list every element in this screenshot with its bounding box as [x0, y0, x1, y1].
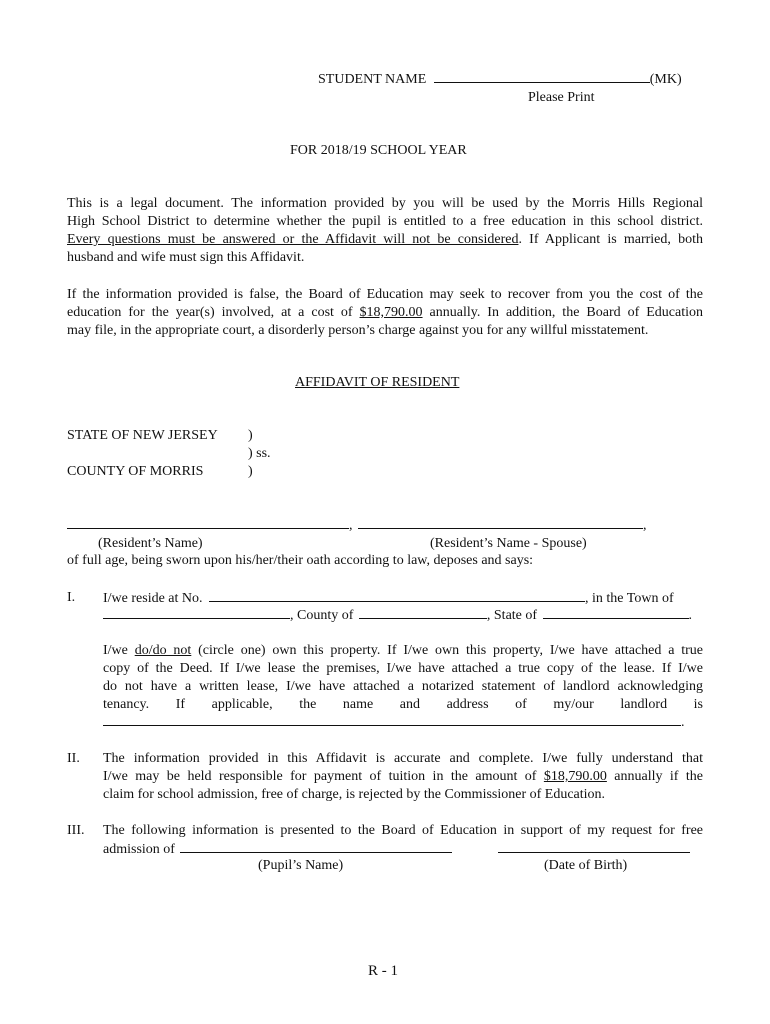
- school-year-heading: FOR 2018/19 SCHOOL YEAR: [290, 143, 467, 158]
- intro-p1-line1: This is a legal document. The information provided by you will be used by the Morris Hills Regional: [67, 196, 703, 211]
- pupil-name-caption: (Pupil’s Name): [258, 858, 344, 873]
- mandatory-answers-notice: Every questions must be answered or the Affidavit will not be considered: [67, 232, 519, 247]
- intro-p1-line3-rest: . If Applicant is married, both: [518, 232, 703, 247]
- venue-state: STATE OF NEW JERSEY: [67, 428, 218, 443]
- section-1-number: I.: [67, 590, 76, 605]
- section-3-number: III.: [67, 823, 85, 838]
- section-3-line-1: The following information is presented to the Board of Education in support of my request for free: [103, 823, 703, 838]
- venue-paren-1: ): [248, 428, 253, 443]
- venue-paren-3: ): [248, 464, 253, 479]
- section-2-paragraph: [103, 750, 703, 804]
- intro-p1-line4: husband and wife must sign this Affidavit.: [67, 250, 305, 265]
- ownership-line-4: tenancy. If applicable, the name and address of my/our landlord is: [103, 697, 703, 712]
- student-name-field[interactable]: [434, 70, 650, 83]
- county-field[interactable]: [359, 606, 487, 619]
- section-2-line-2-a: I/we may be held responsible for payment of tuition in the amount of: [103, 769, 544, 784]
- do-do-not-choice[interactable]: do/do not: [134, 643, 192, 658]
- oath-statement: of full age, being sworn upon his/her/their oath according to law, deposes and says:: [67, 553, 534, 568]
- landlord-line: [103, 713, 685, 732]
- page-number: R - 1: [368, 963, 398, 979]
- ownership-line-1-a: I/we: [103, 643, 135, 658]
- resident-names-line: [67, 516, 647, 535]
- intro-p1-line2: High School District to determine whether the pupil is entitled to a free education in this school district.: [67, 214, 703, 229]
- town-label: , in the Town of: [585, 591, 674, 606]
- intro-p2-line2: [67, 304, 703, 322]
- section-2-number: II.: [67, 751, 80, 766]
- landlord-period: .: [681, 715, 685, 730]
- dob-caption: (Date of Birth): [544, 858, 628, 873]
- section-1-ownership-paragraph: [103, 642, 703, 714]
- state-label: , State of: [486, 608, 538, 623]
- please-print-note: Please Print: [528, 90, 595, 105]
- section-2-line-2: [103, 768, 703, 786]
- resident-name-field[interactable]: [67, 516, 349, 529]
- resident-comma-2: ,: [643, 518, 647, 533]
- intro-p2-line2-b: annually. In addition, the Board of Education: [422, 305, 703, 320]
- admission-label: admission of: [103, 842, 175, 857]
- resident-comma-1: ,: [349, 518, 353, 533]
- state-field[interactable]: [543, 606, 689, 619]
- ownership-line-3: do not have a written lease, I/we have attached a notarized statement of landlord acknowledging: [103, 679, 703, 694]
- intro-p2-line3: may file, in the appropriate court, a disorderly person’s charge against you for any willful misstatement.: [67, 323, 649, 338]
- affidavit-title: AFFIDAVIT OF RESIDENT: [295, 375, 460, 390]
- venue-ss: ) ss.: [248, 446, 271, 461]
- intro-p1-line3: [67, 231, 703, 249]
- mk-label: (MK): [649, 72, 682, 87]
- tuition-cost: $18,790.00: [359, 305, 423, 320]
- section-1-location-line: [103, 606, 692, 625]
- ownership-line-1-b: (circle one) own this property. If I/we own this property, I/we have attached a true: [191, 643, 704, 658]
- ownership-line-1: [103, 642, 703, 660]
- town-field[interactable]: [103, 606, 290, 619]
- intro-paragraph-1: [67, 195, 703, 267]
- address-field[interactable]: [209, 589, 585, 602]
- spouse-name-caption: (Resident’s Name - Spouse): [430, 536, 587, 551]
- ownership-line-2: copy of the Deed. If I/we lease the premises, I/we have attached a true copy of the lease. If I/we: [103, 661, 703, 676]
- spouse-name-field[interactable]: [358, 516, 643, 529]
- landlord-field[interactable]: [103, 713, 681, 726]
- resident-name-caption: (Resident’s Name): [98, 536, 203, 551]
- intro-p2-line2-a: education for the year(s) involved, at a cost of: [67, 305, 360, 320]
- student-name-line: [318, 70, 682, 89]
- intro-paragraph-2: [67, 286, 703, 340]
- date-of-birth-field[interactable]: [498, 840, 690, 853]
- section-2-line-2-b: annually if the: [606, 769, 703, 784]
- pupil-name-field[interactable]: [180, 840, 452, 853]
- venue-county: COUNTY OF MORRIS: [67, 464, 204, 479]
- section-2-line-3: claim for school admission, free of charge, is rejected by the Commissioner of Education.: [103, 787, 606, 802]
- tuition-amount: $18,790.00: [543, 769, 607, 784]
- reside-label: I/we reside at No.: [103, 591, 203, 606]
- section-2-line-1: The information provided in this Affidavit is accurate and complete. I/we fully understand that: [103, 751, 703, 766]
- section-3-paragraph: [103, 822, 703, 840]
- intro-p2-line1: If the information provided is false, the Board of Education may seek to recover from you the cost of the: [67, 287, 703, 302]
- state-period: .: [688, 608, 693, 623]
- county-label: , County of: [290, 608, 354, 623]
- student-name-label: STUDENT NAME: [318, 72, 427, 87]
